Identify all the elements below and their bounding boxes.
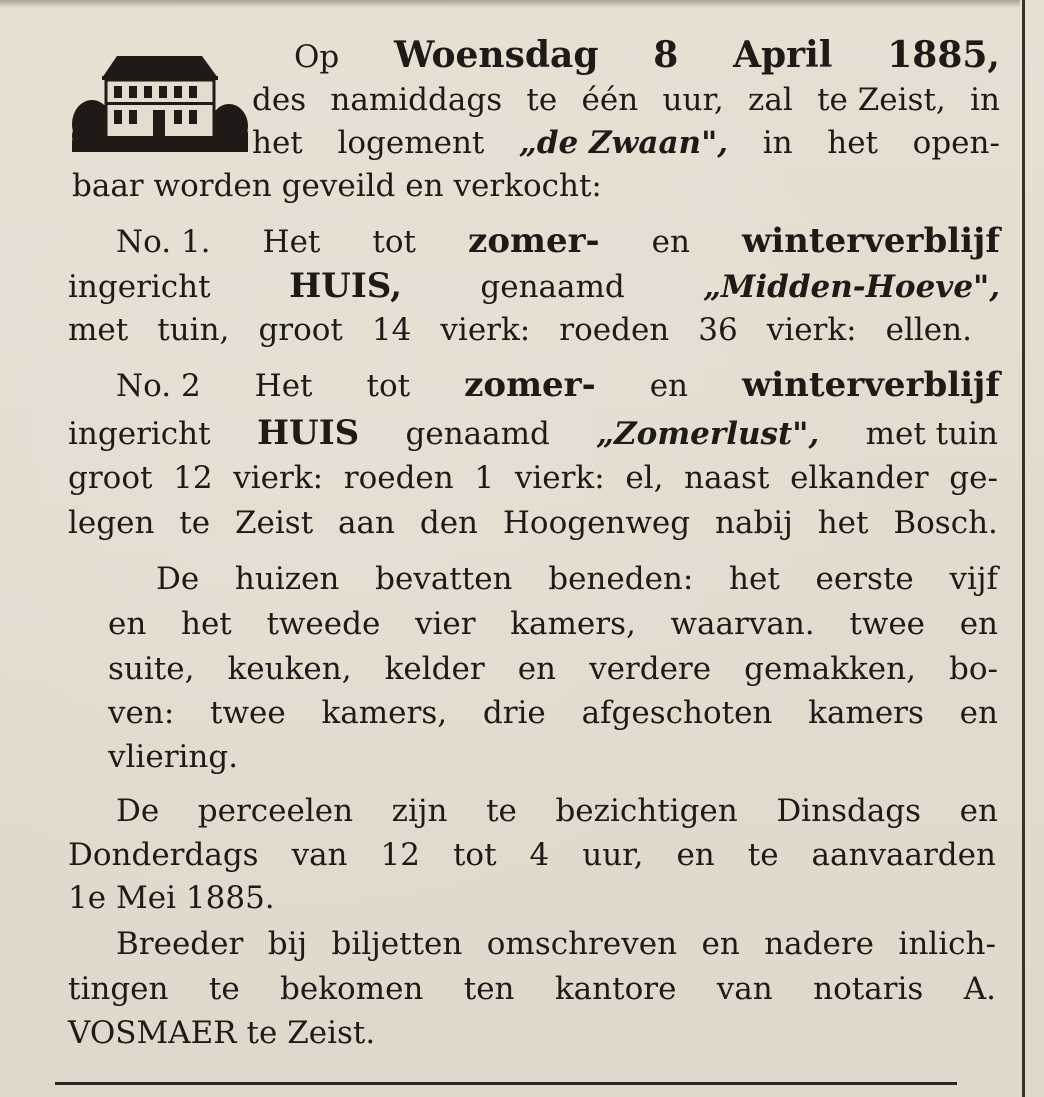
ad-word: zal — [748, 82, 793, 118]
ad-line — [68, 504, 998, 542]
ad-word: huizen — [234, 561, 340, 597]
ad-word: en — [405, 168, 444, 204]
ad-word: VOSMAER — [68, 1015, 237, 1051]
ad-word: roeden — [343, 460, 454, 496]
ad-word: van — [716, 971, 773, 1007]
ad-word: nadere — [764, 926, 874, 962]
ad-line — [68, 1014, 996, 1052]
ad-word: te Zeist, — [817, 82, 946, 118]
ad-word: ellen. — [885, 312, 972, 348]
ad-line — [68, 267, 1000, 305]
ad-word: 1885, — [887, 34, 1000, 76]
ad-word: bij — [267, 926, 308, 962]
ad-word: verdere — [589, 651, 712, 687]
ad-word: tuin, — [157, 312, 230, 348]
ad-word: te — [246, 1015, 278, 1051]
ad-word: elkander — [790, 460, 929, 496]
ad-word: open- — [912, 125, 1000, 161]
ad-word: 12 — [380, 837, 420, 873]
ad-line — [68, 970, 996, 1008]
ad-word: uur, — [662, 82, 724, 118]
ad-word: met — [68, 312, 129, 348]
ad-word: 1 — [474, 460, 495, 496]
ad-word: en — [108, 606, 147, 642]
ad-word: vliering. — [108, 739, 239, 775]
ad-word: Woensdag — [394, 34, 599, 76]
ad-word: Dinsdags — [776, 793, 922, 829]
ad-line — [108, 694, 998, 732]
ad-word: in — [762, 125, 793, 161]
ad-word: ge- — [949, 460, 998, 496]
ad-line — [294, 36, 1000, 74]
ad-word: vierk: — [440, 312, 531, 348]
ad-word: gemakken, — [744, 651, 916, 687]
ad-word: vierk: — [514, 460, 605, 496]
ad-line — [68, 879, 996, 917]
ad-word: 1885. — [185, 880, 275, 916]
ad-word: tweede — [266, 606, 381, 642]
ad-word: winterverblijf — [741, 221, 1000, 261]
ad-word: inlich- — [898, 926, 996, 962]
ad-word: notaris — [813, 971, 924, 1007]
ad-word: bo- — [949, 651, 998, 687]
ad-word: worden — [153, 168, 272, 204]
ad-word: De — [156, 561, 200, 597]
ad-word: 1e — [68, 880, 107, 916]
ad-word: groot — [258, 312, 343, 348]
ad-word: te — [526, 82, 558, 118]
ad-word: zijn — [391, 793, 448, 829]
ad-word: waarvan. — [670, 606, 815, 642]
ad-word: 36 — [698, 312, 738, 348]
ad-word: winterverblijf — [741, 365, 1000, 405]
ad-word: genaamd — [405, 416, 550, 452]
ad-word: Het — [254, 368, 313, 404]
ad-word: en — [959, 695, 998, 731]
ad-word: te — [179, 505, 211, 541]
ad-line — [156, 560, 998, 598]
ad-line — [252, 81, 1000, 119]
ad-word: biljetten — [331, 926, 463, 962]
ad-line — [108, 650, 998, 688]
ad-word: en — [959, 606, 998, 642]
ad-line — [68, 836, 996, 874]
ad-word: afgeschoten — [581, 695, 773, 731]
ad-line — [108, 605, 998, 643]
ad-word: den — [419, 505, 478, 541]
ad-word: te — [486, 793, 517, 829]
ad-word: HUIS — [256, 413, 360, 453]
ad-word: tot — [452, 837, 497, 873]
ad-word: en — [959, 793, 998, 829]
ad-word: te — [208, 971, 240, 1007]
ad-word: namiddags — [330, 82, 503, 118]
ad-word: en — [676, 837, 715, 873]
ad-word: één — [581, 82, 639, 118]
ad-word: van — [291, 837, 348, 873]
ad-word: des — [252, 82, 307, 118]
ad-word: vierk: — [233, 460, 324, 496]
ad-word: tot — [366, 368, 411, 404]
ad-word: het — [729, 561, 780, 597]
ad-word: kamers — [808, 695, 924, 731]
ad-word: tingen — [68, 971, 169, 1007]
ad-word: bezichtigen — [555, 793, 738, 829]
ad-word: met tuin — [865, 416, 998, 452]
ad-word: el, — [625, 460, 664, 496]
ad-word: nabij — [715, 505, 793, 541]
ad-word: kamers, — [321, 695, 448, 731]
ad-word: „Midden-Hoeve", — [703, 269, 1000, 305]
ad-line — [68, 414, 998, 452]
ad-word: keuken, — [227, 651, 352, 687]
ad-word: aanvaarden — [811, 837, 996, 873]
bottom-rule — [55, 1082, 957, 1085]
ad-word: roeden — [559, 312, 670, 348]
ad-word: kelder — [384, 651, 485, 687]
ad-word: bevatten — [375, 561, 513, 597]
ad-word: in — [970, 82, 1000, 118]
ad-line — [116, 366, 1000, 404]
ad-word: uur, — [582, 837, 644, 873]
ad-word: 4 — [529, 837, 550, 873]
ad-word: twee — [210, 695, 286, 731]
ad-line — [252, 124, 1000, 162]
ad-line — [72, 167, 1000, 205]
ad-word: 12 — [173, 460, 213, 496]
ad-word: Zeist — [234, 505, 314, 541]
ad-word: Op — [294, 39, 340, 75]
ad-word: Breeder — [116, 926, 244, 962]
ad-line — [108, 738, 998, 776]
ad-line — [68, 459, 998, 497]
ad-word: Zeist. — [287, 1015, 376, 1051]
ad-word: kamers, — [510, 606, 636, 642]
ad-word: ingericht — [68, 269, 211, 305]
ad-word: omschreven — [486, 926, 678, 962]
ad-word: April — [733, 34, 833, 76]
ad-word: ingericht — [68, 416, 211, 452]
ad-word: zomer- — [464, 365, 596, 405]
ad-word: en — [649, 368, 688, 404]
ad-word: No. 2 — [116, 368, 201, 404]
ad-word: twee — [849, 606, 926, 642]
ad-word: het — [817, 505, 869, 541]
ad-line — [68, 311, 972, 349]
ad-word: ven: — [108, 695, 175, 731]
ad-word: 14 — [371, 312, 412, 348]
ad-word: suite, — [108, 651, 195, 687]
ad-word: Bosch. — [893, 505, 998, 541]
ad-word: aan — [338, 505, 395, 541]
ad-word: beneden: — [548, 561, 694, 597]
ad-word: bekomen — [280, 971, 424, 1007]
ad-word: baar — [72, 168, 144, 204]
ad-word: en — [651, 224, 690, 260]
ad-word: drie — [482, 695, 546, 731]
ad-word: kantore — [554, 971, 677, 1007]
ad-word: vierk: — [766, 312, 857, 348]
ad-line — [116, 925, 996, 963]
ad-word: vijf — [949, 561, 998, 597]
ad-word: perceelen — [197, 793, 354, 829]
ad-word: het — [827, 125, 879, 161]
ad-word: „Zomerlust", — [596, 416, 820, 452]
ad-word: HUIS, — [289, 266, 402, 306]
ad-word: eerste — [815, 561, 914, 597]
ad-word: naast — [684, 460, 770, 496]
ad-line — [116, 222, 1000, 260]
ad-word: vier — [414, 606, 476, 642]
ad-word: Het — [262, 224, 321, 260]
ad-word: ten — [463, 971, 515, 1007]
ad-word: en — [701, 926, 740, 962]
ad-word: zomer- — [468, 221, 600, 261]
ad-word: No. 1. — [116, 224, 211, 260]
ad-word: te — [747, 837, 779, 873]
ad-word: A. — [963, 971, 996, 1007]
ad-word: het — [180, 606, 232, 642]
ad-word: geveild — [281, 168, 396, 204]
ad-word: De — [116, 793, 160, 829]
ad-word: Donderdags — [68, 837, 259, 873]
ad-word: Mei — [115, 880, 176, 916]
ad-word: logement — [337, 125, 485, 161]
ad-line — [116, 792, 998, 830]
ad-word: en — [517, 651, 557, 687]
ad-word: Hoogenweg — [502, 505, 691, 541]
ad-word: genaamd — [480, 269, 625, 305]
ad-word: groot — [68, 460, 153, 496]
ad-word: tot — [372, 224, 416, 260]
ad-word: het — [252, 125, 303, 161]
ad-word: 8 — [653, 34, 679, 76]
ad-word: „de Zwaan", — [519, 125, 729, 161]
ad-word: verkocht: — [453, 168, 602, 204]
ad-word: legen — [68, 505, 155, 541]
